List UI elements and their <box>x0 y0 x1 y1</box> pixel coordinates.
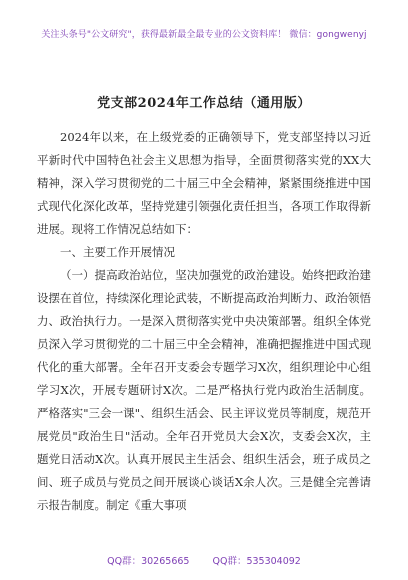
document-title: 党支部2024年工作总结（通用版） <box>97 96 311 111</box>
intro-paragraph: 2024年以来，在上级党委的正确领导下，党支部坚持以习近平新时代中国特色社会主义思想为指导，全面贯彻落实党的XX大精神，深入学习贯彻党的二十届三中全会精神，紧紧围绕推进中国式现代化深化改革，坚持党建引领强化责任担当，各项工作取得新进展。现将工作情况总结如下： <box>37 130 371 236</box>
document-body <box>37 126 371 517</box>
footer-contacts <box>0 553 408 567</box>
header-banner: 关注头条号"公文研究"，获得最新最全最专业的公文资料库！ 微信：gongwenyj <box>41 30 367 40</box>
footer-qq-group-1: QQ群：30265665 <box>107 556 190 567</box>
section-heading: 一、主要工作开展情况 <box>60 245 175 259</box>
footer-qq-group-2: QQ群：535304092 <box>212 556 301 567</box>
body-paragraph: （一）提高政治站位，坚决加强党的政治建设。始终把政治建设摆在首位，持续深化理论武装，不断提高政治判断力、政治领悟力、政治执行力。一是深入贯彻落实党中央决策部署。组织全体党员深入学习贯彻党的二十届三中全会精神，准确把握推进中国式现代化的重大部署。全年召开支委会专题学习X次，组织理论中心组学习X次，开展专题研讨X次。二是严格执行党内政治生活制度。严格落实"三会一课"、组织生活会、民主评议党员等制度，规范开展党员"政治生日"活动。全年召开党员大会X次，支委会X次，主题党日活动X次。认真开展民主生活会、组织生活会，班子成员之间、班子成员与党员之间开展谈心谈话X余人次。三是健全完善请示报告制度。制定《重大事项 <box>37 268 371 512</box>
